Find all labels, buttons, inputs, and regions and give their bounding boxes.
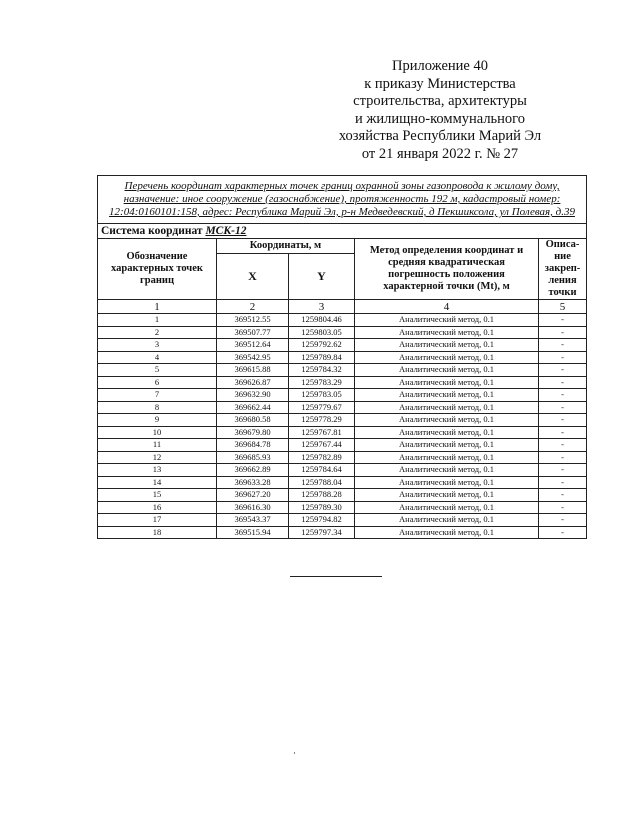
cell-y: 1259783.05 <box>289 389 355 402</box>
cell-point-number: 6 <box>98 376 217 389</box>
cell-method: Аналитический метод, 0.1 <box>355 414 539 427</box>
cell-y: 1259783.29 <box>289 376 355 389</box>
cell-method: Аналитический метод, 0.1 <box>355 401 539 414</box>
cell-x: 369507.77 <box>217 326 289 339</box>
cell-description: - <box>539 426 587 439</box>
cell-description: - <box>539 314 587 327</box>
cell-point-number: 17 <box>98 514 217 527</box>
cell-y: 1259784.32 <box>289 364 355 377</box>
cell-description: - <box>539 526 587 539</box>
cell-point-number: 5 <box>98 364 217 377</box>
table-title: Перечень координат характерных точек границ охранной зоны газопровода к жилому дому, назначение: иное сооружение (газоснабжение), протяженность 192 м, кадастровый номер: 12:04:0160101:158, адрес: Республика Марий Эл, р-н Медведевский, д Пекшиксола, ул Полевая, д.39 <box>98 176 587 224</box>
header-coordinates: Координаты, м <box>217 239 355 254</box>
table-row <box>98 389 587 402</box>
column-number: 1 <box>98 300 217 314</box>
cell-description: - <box>539 376 587 389</box>
cell-x: 369627.20 <box>217 489 289 502</box>
cell-method: Аналитический метод, 0.1 <box>355 339 539 352</box>
cell-x: 369542.95 <box>217 351 289 364</box>
cell-y: 1259788.04 <box>289 476 355 489</box>
cell-point-number: 13 <box>98 464 217 477</box>
header-x: X <box>217 254 289 300</box>
cell-point-number: 4 <box>98 351 217 364</box>
cell-method: Аналитический метод, 0.1 <box>355 364 539 377</box>
table-row <box>98 514 587 527</box>
table-row <box>98 326 587 339</box>
cell-y: 1259778.29 <box>289 414 355 427</box>
cell-method: Аналитический метод, 0.1 <box>355 376 539 389</box>
cell-method: Аналитический метод, 0.1 <box>355 501 539 514</box>
cell-point-number: 1 <box>98 314 217 327</box>
cell-description: - <box>539 414 587 427</box>
cell-y: 1259794.82 <box>289 514 355 527</box>
system-name: МСК-12 <box>205 225 247 237</box>
cell-y: 1259803.05 <box>289 326 355 339</box>
header-description: Описа-ние закреп-ления точки <box>539 239 587 300</box>
header-method: Метод определения координат и средняя квадратическая погрешность положения характерной точки (Mt), м <box>355 239 539 300</box>
cell-y: 1259784.64 <box>289 464 355 477</box>
cell-y: 1259789.84 <box>289 351 355 364</box>
coordinate-system <box>98 224 587 239</box>
header-y: Y <box>289 254 355 300</box>
cell-point-number: 10 <box>98 426 217 439</box>
cell-y: 1259797.34 <box>289 526 355 539</box>
cell-y: 1259767.81 <box>289 426 355 439</box>
cell-x: 369512.64 <box>217 339 289 352</box>
cell-y: 1259782.89 <box>289 451 355 464</box>
cell-point-number: 15 <box>98 489 217 502</box>
coordinates-table <box>97 175 587 539</box>
cell-description: - <box>539 464 587 477</box>
cell-point-number: 12 <box>98 451 217 464</box>
header-line: к приказу Министерства <box>364 75 516 92</box>
header-line: строительства, архитектуры <box>353 93 527 109</box>
cell-method: Аналитический метод, 0.1 <box>355 526 539 539</box>
appendix-header <box>300 58 580 163</box>
cell-x: 369512.55 <box>217 314 289 327</box>
cell-description: - <box>539 389 587 402</box>
cell-description: - <box>539 451 587 464</box>
cell-y: 1259779.67 <box>289 401 355 414</box>
table-row <box>98 526 587 539</box>
cell-y: 1259767.44 <box>289 439 355 452</box>
cell-point-number: 7 <box>98 389 217 402</box>
cell-y: 1259788.28 <box>289 489 355 502</box>
table-row <box>98 414 587 427</box>
scan-speck <box>294 752 295 754</box>
system-label: Система координат <box>101 225 203 237</box>
cell-x: 369632.90 <box>217 389 289 402</box>
table-row <box>98 464 587 477</box>
cell-description: - <box>539 326 587 339</box>
cell-description: - <box>539 489 587 502</box>
header-line: и жилищно-коммунального <box>354 110 526 127</box>
table-row <box>98 314 587 327</box>
cell-method: Аналитический метод, 0.1 <box>355 489 539 502</box>
cell-point-number: 16 <box>98 501 217 514</box>
column-numbers-row <box>98 300 587 314</box>
table-row <box>98 501 587 514</box>
header-line: Приложение 40 <box>392 58 488 74</box>
cell-description: - <box>539 339 587 352</box>
cell-x: 369543.37 <box>217 514 289 527</box>
cell-method: Аналитический метод, 0.1 <box>355 314 539 327</box>
cell-description: - <box>539 401 587 414</box>
cell-method: Аналитический метод, 0.1 <box>355 426 539 439</box>
cell-y: 1259804.46 <box>289 314 355 327</box>
table-row <box>98 489 587 502</box>
cell-description: - <box>539 351 587 364</box>
cell-point-number: 18 <box>98 526 217 539</box>
cell-method: Аналитический метод, 0.1 <box>355 389 539 402</box>
cell-x: 369615.88 <box>217 364 289 377</box>
table-row <box>98 426 587 439</box>
header-point-designation: Обозначение характерных точек границ <box>98 239 217 300</box>
cell-x: 369616.30 <box>217 501 289 514</box>
column-number: 4 <box>355 300 539 314</box>
column-number: 3 <box>289 300 355 314</box>
cell-point-number: 11 <box>98 439 217 452</box>
cell-x: 369662.44 <box>217 401 289 414</box>
table-row <box>98 401 587 414</box>
table-row <box>98 439 587 452</box>
cell-x: 369680.58 <box>217 414 289 427</box>
cell-description: - <box>539 501 587 514</box>
cell-x: 369685.93 <box>217 451 289 464</box>
cell-description: - <box>539 514 587 527</box>
cell-x: 369662.89 <box>217 464 289 477</box>
cell-description: - <box>539 439 587 452</box>
cell-y: 1259792.62 <box>289 339 355 352</box>
header-line: хозяйства Республики Марий Эл <box>338 128 542 144</box>
table-row <box>98 451 587 464</box>
cell-point-number: 8 <box>98 401 217 414</box>
cell-method: Аналитический метод, 0.1 <box>355 439 539 452</box>
cell-x: 369684.78 <box>217 439 289 452</box>
table-row <box>98 364 587 377</box>
table-row <box>98 339 587 352</box>
header-line: от 21 января 2022 г. № 27 <box>361 145 519 162</box>
cell-x: 369515.94 <box>217 526 289 539</box>
cell-method: Аналитический метод, 0.1 <box>355 514 539 527</box>
table-row <box>98 351 587 364</box>
table-row <box>98 476 587 489</box>
cell-x: 369626.87 <box>217 376 289 389</box>
cell-method: Аналитический метод, 0.1 <box>355 351 539 364</box>
cell-method: Аналитический метод, 0.1 <box>355 451 539 464</box>
cell-y: 1259789.30 <box>289 501 355 514</box>
cell-point-number: 14 <box>98 476 217 489</box>
table-row <box>98 376 587 389</box>
cell-method: Аналитический метод, 0.1 <box>355 326 539 339</box>
cell-point-number: 9 <box>98 414 217 427</box>
cell-description: - <box>539 476 587 489</box>
cell-method: Аналитический метод, 0.1 <box>355 476 539 489</box>
cell-x: 369633.28 <box>217 476 289 489</box>
cell-method: Аналитический метод, 0.1 <box>355 464 539 477</box>
cell-x: 369679.80 <box>217 426 289 439</box>
column-number: 2 <box>217 300 289 314</box>
cell-point-number: 3 <box>98 339 217 352</box>
column-number: 5 <box>539 300 587 314</box>
footer-separator-line <box>290 576 382 577</box>
cell-point-number: 2 <box>98 326 217 339</box>
cell-description: - <box>539 364 587 377</box>
